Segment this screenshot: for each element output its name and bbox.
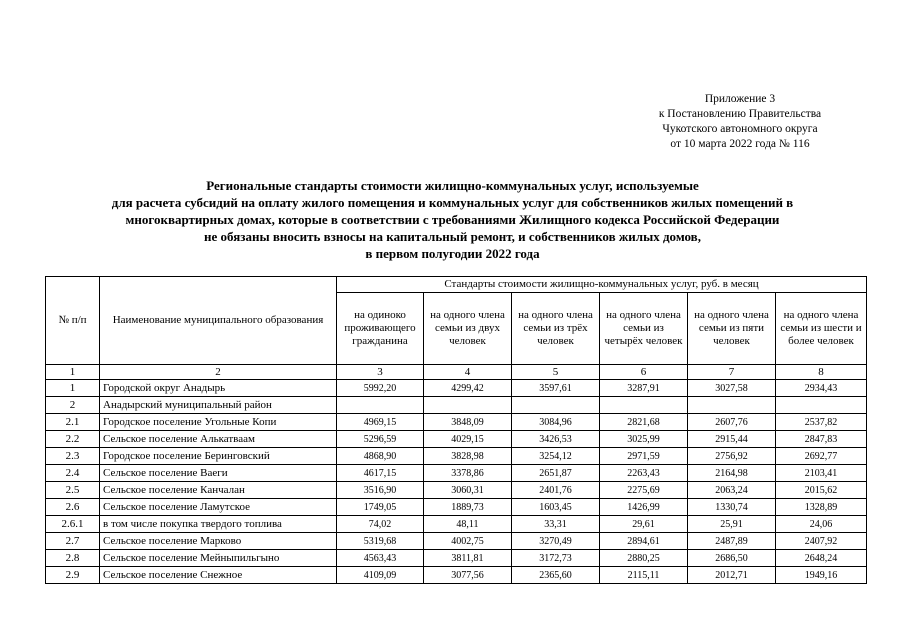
title-line: многоквартирных домах, которые в соответствии с требованиями Жилищного кодекса Российской Федерации [125, 212, 780, 227]
row-number: 1 [46, 380, 100, 397]
column-number: 1 [46, 365, 100, 380]
cost-value: 4002,75 [424, 533, 512, 550]
cost-value: 4029,15 [424, 431, 512, 448]
cost-value: 3060,31 [424, 482, 512, 499]
column-number: 7 [688, 365, 776, 380]
header-name: Наименование муниципального образования [100, 277, 337, 365]
table-row [46, 465, 867, 482]
cost-value: 48,11 [424, 516, 512, 533]
cost-value: 3426,53 [512, 431, 600, 448]
title-line: в первом полугодии 2022 года [365, 246, 540, 261]
cost-value: 1889,73 [424, 499, 512, 516]
table-row [46, 482, 867, 499]
cost-value: 2537,82 [776, 414, 867, 431]
cost-value: 1603,45 [512, 499, 600, 516]
row-number: 2.4 [46, 465, 100, 482]
document-title [40, 177, 865, 262]
cost-value: 3597,61 [512, 380, 600, 397]
cost-value [776, 397, 867, 414]
column-number: 8 [776, 365, 867, 380]
cost-value: 5992,20 [337, 380, 424, 397]
cost-value: 2015,62 [776, 482, 867, 499]
table-row [46, 414, 867, 431]
column-number: 6 [600, 365, 688, 380]
municipality-name: Сельское поселение Канчалан [100, 482, 337, 499]
cost-value: 2607,76 [688, 414, 776, 431]
cost-value: 2934,43 [776, 380, 867, 397]
row-number: 2 [46, 397, 100, 414]
cost-value: 3828,98 [424, 448, 512, 465]
column-number-row [46, 365, 867, 380]
cost-value: 2915,44 [688, 431, 776, 448]
cost-value: 3077,56 [424, 567, 512, 584]
cost-value: 3287,91 [600, 380, 688, 397]
cost-value [337, 397, 424, 414]
table-row [46, 380, 867, 397]
cost-value: 3378,86 [424, 465, 512, 482]
cost-value: 2487,89 [688, 533, 776, 550]
subheader-cell: на одного члена семьи из шести и более человек [776, 293, 867, 365]
cost-value: 3254,12 [512, 448, 600, 465]
cost-value: 3172,73 [512, 550, 600, 567]
cost-value: 3516,90 [337, 482, 424, 499]
cost-value: 3084,96 [512, 414, 600, 431]
cost-value: 4868,90 [337, 448, 424, 465]
cost-value: 2686,50 [688, 550, 776, 567]
municipality-name: Городское поселение Угольные Копи [100, 414, 337, 431]
cost-value: 4109,09 [337, 567, 424, 584]
cost-value: 2821,68 [600, 414, 688, 431]
cost-value: 2880,25 [600, 550, 688, 567]
row-number: 2.3 [46, 448, 100, 465]
title-line: для расчета субсидий на оплату жилого помещения и коммунальных услуг для собственников жилых помещений в [111, 195, 794, 210]
cost-value: 1328,89 [776, 499, 867, 516]
table-row [46, 516, 867, 533]
row-number: 2.9 [46, 567, 100, 584]
standards-table [45, 276, 867, 584]
table-row [46, 431, 867, 448]
municipality-name: Сельское поселение Снежное [100, 567, 337, 584]
subheader-cell: на одного члена семьи из двух человек [424, 293, 512, 365]
cost-value: 1949,16 [776, 567, 867, 584]
title-line: Региональные стандарты стоимости жилищно-коммунальных услуг, используемые [206, 178, 699, 193]
cost-value: 2401,76 [512, 482, 600, 499]
row-number: 2.6 [46, 499, 100, 516]
cost-value: 2063,24 [688, 482, 776, 499]
row-number: 2.8 [46, 550, 100, 567]
cost-value: 2651,87 [512, 465, 600, 482]
cost-value: 24,06 [776, 516, 867, 533]
table-row [46, 397, 867, 414]
cost-value: 3811,81 [424, 550, 512, 567]
cost-value: 2365,60 [512, 567, 600, 584]
cost-value: 3848,09 [424, 414, 512, 431]
municipality-name: Сельское поселение Мейныпильгыно [100, 550, 337, 567]
table-row [46, 533, 867, 550]
subheader-cell: на одного члена семьи из трёх человек [512, 293, 600, 365]
column-number: 3 [337, 365, 424, 380]
cost-value: 2648,24 [776, 550, 867, 567]
cost-value: 5296,59 [337, 431, 424, 448]
subheader-cell: на одиноко проживающего гражданина [337, 293, 424, 365]
cost-value: 5319,68 [337, 533, 424, 550]
cost-value: 3027,58 [688, 380, 776, 397]
appendix-line: Чукотского автономного округа [662, 123, 818, 135]
cost-value: 2971,59 [600, 448, 688, 465]
row-number: 2.7 [46, 533, 100, 550]
cost-value [512, 397, 600, 414]
cost-value: 25,91 [688, 516, 776, 533]
municipality-name: Сельское поселение Марково [100, 533, 337, 550]
cost-value: 2407,92 [776, 533, 867, 550]
cost-value: 1330,74 [688, 499, 776, 516]
municipality-name: Сельское поселение Ламутское [100, 499, 337, 516]
municipality-name: Сельское поселение Ваеги [100, 465, 337, 482]
cost-value: 2103,41 [776, 465, 867, 482]
subheader-cell: на одного члена семьи из четырёх человек [600, 293, 688, 365]
cost-value: 4563,43 [337, 550, 424, 567]
column-number: 4 [424, 365, 512, 380]
appendix-line: от 10 марта 2022 года № 116 [670, 138, 810, 150]
table-row [46, 448, 867, 465]
table-row [46, 550, 867, 567]
cost-value: 2012,71 [688, 567, 776, 584]
cost-value [688, 397, 776, 414]
column-number: 5 [512, 365, 600, 380]
row-number: 2.6.1 [46, 516, 100, 533]
municipality-name: Анадырский муниципальный район [100, 397, 337, 414]
cost-value [424, 397, 512, 414]
cost-value: 4299,42 [424, 380, 512, 397]
cost-value: 29,61 [600, 516, 688, 533]
cost-value: 33,31 [512, 516, 600, 533]
cost-value: 1426,99 [600, 499, 688, 516]
cost-value: 2756,92 [688, 448, 776, 465]
title-line: не обязаны вносить взносы на капитальный ремонт, и собственников жилых домов, [204, 229, 701, 244]
cost-value: 2894,61 [600, 533, 688, 550]
cost-value: 2275,69 [600, 482, 688, 499]
cost-value: 74,02 [337, 516, 424, 533]
table-row [46, 567, 867, 584]
column-number: 2 [100, 365, 337, 380]
cost-value: 4617,15 [337, 465, 424, 482]
row-number: 2.1 [46, 414, 100, 431]
municipality-name: Городское поселение Беринговский [100, 448, 337, 465]
appendix-line: Приложение 3 [704, 93, 776, 105]
header-group: Стандарты стоимости жилищно-коммунальных услуг, руб. в месяц [337, 277, 867, 293]
subheader-cell: на одного члена семьи из пяти человек [688, 293, 776, 365]
cost-value: 2263,43 [600, 465, 688, 482]
municipality-name: Сельское поселение Алькатваам [100, 431, 337, 448]
cost-value: 4969,15 [337, 414, 424, 431]
municipality-name: в том числе покупка твердого топлива [100, 516, 337, 533]
cost-value: 2115,11 [600, 567, 688, 584]
cost-value [600, 397, 688, 414]
cost-value: 2692,77 [776, 448, 867, 465]
cost-value: 1749,05 [337, 499, 424, 516]
municipality-name: Городской округ Анадырь [100, 380, 337, 397]
cost-value: 3270,49 [512, 533, 600, 550]
row-number: 2.5 [46, 482, 100, 499]
cost-value: 2164,98 [688, 465, 776, 482]
table-row [46, 499, 867, 516]
header-num: № п/п [46, 277, 100, 365]
cost-value: 2847,83 [776, 431, 867, 448]
appendix-line: к Постановлению Правительства [658, 108, 822, 120]
cost-value: 3025,99 [600, 431, 688, 448]
row-number: 2.2 [46, 431, 100, 448]
appendix-block [640, 92, 840, 152]
